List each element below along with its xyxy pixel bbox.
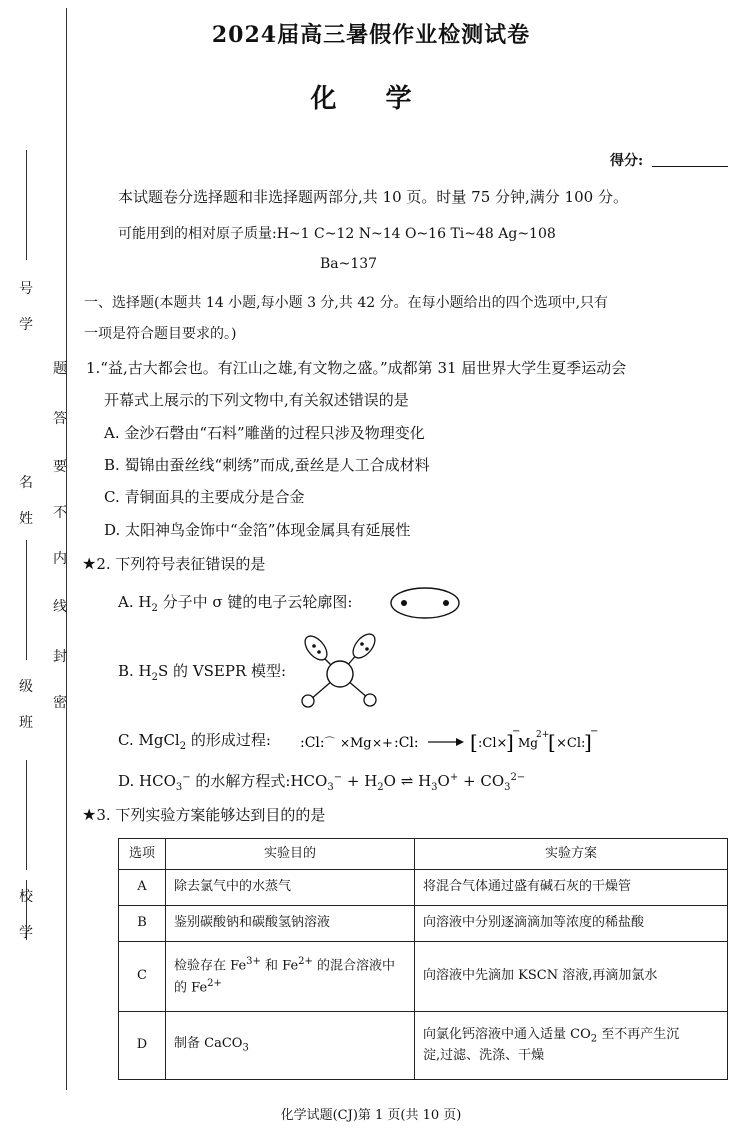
q2-d-text-6: + CO bbox=[458, 772, 505, 790]
text: 向氯化钙溶液中通入适量 CO bbox=[423, 1026, 591, 1042]
text: 制备 CaCO bbox=[174, 1035, 243, 1051]
q2-option-d bbox=[118, 772, 525, 794]
binding-line bbox=[66, 8, 67, 1090]
svg-text:−: − bbox=[590, 726, 599, 737]
sup: 2− bbox=[510, 772, 526, 783]
table-row bbox=[119, 942, 728, 1012]
svg-text::Cl×: :Cl× bbox=[478, 736, 508, 751]
section-heading: 一、选择题(本题共 14 小题,每小题 3 分,共 42 分。在每小题给出的四个选项中,只有 bbox=[84, 295, 609, 311]
q2-c-text: C. MgCl bbox=[118, 731, 180, 749]
sup: 3+ bbox=[246, 956, 261, 968]
text: 淀,过滤、洗涤、干燥 bbox=[423, 1047, 545, 1063]
q2-a-text-2: 分子中 σ 键的电子云轮廓图: bbox=[157, 593, 353, 611]
q1-option-c: C. 青铜面具的主要成分是合金 bbox=[104, 488, 305, 506]
q2-a-sub: 2 bbox=[151, 603, 158, 614]
header-purpose: 实验目的 bbox=[166, 839, 415, 870]
cell-purpose bbox=[166, 942, 415, 1012]
name-blank-line bbox=[26, 540, 27, 660]
svg-text:Mg: Mg bbox=[350, 736, 372, 751]
seal-char: 线 bbox=[53, 599, 67, 615]
exam-title: 2024届高三暑假作业检测试卷 bbox=[211, 22, 531, 48]
sub: 2 bbox=[590, 1033, 598, 1045]
q2-a-text: A. H bbox=[118, 593, 152, 611]
header-plan: 实验方案 bbox=[415, 839, 728, 870]
svg-text::Cl:: :Cl: bbox=[300, 735, 325, 751]
svg-text:×: × bbox=[372, 736, 383, 750]
text: 和 Fe bbox=[260, 958, 299, 974]
seal-char: 答 bbox=[53, 411, 67, 427]
table-row bbox=[119, 870, 728, 906]
sup: 2+ bbox=[207, 977, 222, 989]
q2-d-text: D. HCO bbox=[118, 772, 176, 790]
seal-char: 题 bbox=[53, 361, 67, 377]
cell-plan bbox=[415, 1012, 728, 1080]
sub: 2 bbox=[377, 782, 384, 793]
q2-c-text-2: 的形成过程: bbox=[186, 731, 271, 749]
q3-stem-text: 3. 下列实验方案能够达到目的的是 bbox=[96, 806, 326, 824]
seal-char: 密 bbox=[53, 695, 67, 711]
cell-plan: 向溶液中分别逐滴滴加等浓度的稀盐酸 bbox=[415, 906, 728, 942]
q2-option-c bbox=[118, 731, 271, 753]
q2-d-text-5: O bbox=[437, 772, 450, 790]
svg-text::Cl:: :Cl: bbox=[394, 735, 419, 751]
q2-d-text-4: O ⇌ H bbox=[383, 772, 432, 790]
cell-plan: 将混合气体通过盛有碱石灰的干燥管 bbox=[415, 870, 728, 906]
margin-label-char: 班 bbox=[19, 715, 33, 731]
table-header-row bbox=[119, 839, 728, 870]
q1-option-a: A. 金沙石磬由“石料”雕凿的过程只涉及物理变化 bbox=[104, 424, 425, 442]
q2-b-sub: 2 bbox=[151, 672, 159, 683]
q2-stem-text: 2. 下列符号表征错误的是 bbox=[96, 555, 266, 573]
sup: + bbox=[449, 772, 459, 783]
margin-label-char: 号 bbox=[19, 281, 33, 297]
margin-label-char: 校 bbox=[19, 889, 33, 905]
svg-text:]: ] bbox=[584, 730, 592, 754]
q1-option-b: B. 蜀锦由蚕丝线“刺绣”而成,蚕丝是人工合成材料 bbox=[104, 456, 430, 474]
q2-b-text: B. H bbox=[118, 662, 152, 680]
cell-plan: 向溶液中先滴加 KSCN 溶液,再滴加氯水 bbox=[415, 942, 728, 1012]
svg-text:×: × bbox=[340, 736, 351, 750]
table-row bbox=[119, 1012, 728, 1080]
sub: 3 bbox=[431, 782, 438, 793]
svg-text:×Cl:: ×Cl: bbox=[556, 736, 586, 751]
margin-label-char: 学 bbox=[19, 317, 33, 333]
svg-text:−: − bbox=[512, 726, 521, 737]
q1-stem-cont: 开幕式上展示的下列文物中,有关叙述错误的是 bbox=[104, 391, 409, 409]
q2-b-text-2: S 的 VSEPR 模型: bbox=[158, 662, 287, 680]
seal-char: 封 bbox=[53, 649, 67, 665]
margin-label-char: 级 bbox=[19, 679, 33, 695]
cell-purpose: 除去氯气中的水蒸气 bbox=[166, 870, 415, 906]
q1-stem: 1.“益,古大都会也。有江山之雄,有文物之盛。”成都第 31 届世界大学生夏季运动会 bbox=[86, 359, 627, 377]
cell-option: D bbox=[119, 1012, 166, 1080]
sup: − bbox=[333, 772, 343, 783]
score-blank bbox=[652, 166, 728, 167]
q3-table bbox=[118, 838, 728, 1080]
q2-c-sub: 2 bbox=[179, 741, 187, 752]
svg-text:]: ] bbox=[506, 730, 514, 754]
margin-label-char: 学 bbox=[19, 925, 33, 941]
text: 的 Fe bbox=[174, 979, 208, 995]
subject-title: 化 学 bbox=[310, 84, 432, 114]
svg-text:[: [ bbox=[470, 730, 478, 754]
header-option: 选项 bbox=[119, 839, 166, 870]
cell-option: B bbox=[119, 906, 166, 942]
sub: 3 bbox=[504, 782, 511, 793]
sup: − bbox=[182, 772, 191, 783]
table-row bbox=[119, 906, 728, 942]
atomic-mass-line-2: Ba~137 bbox=[320, 256, 378, 272]
svg-text:⌒: ⌒ bbox=[324, 736, 335, 749]
sup: 2+ bbox=[298, 956, 313, 968]
sub: 3 bbox=[327, 782, 334, 793]
cell-option: C bbox=[119, 942, 166, 1012]
seal-char: 内 bbox=[53, 551, 67, 567]
svg-text:[: [ bbox=[548, 730, 556, 754]
cell-option: A bbox=[119, 870, 166, 906]
class-blank-line bbox=[26, 760, 27, 870]
text: 的混合溶液中 bbox=[312, 958, 396, 974]
sub: 3 bbox=[175, 782, 183, 793]
student-id-blank-line bbox=[26, 150, 27, 260]
sub: 3 bbox=[242, 1042, 249, 1054]
text: 检验存在 Fe bbox=[174, 958, 247, 974]
q3-stem bbox=[82, 805, 325, 824]
cell-purpose bbox=[166, 1012, 415, 1080]
sigma-bond-electron-cloud-diagram bbox=[388, 586, 462, 620]
page-footer: 化学试题(CJ)第 1 页(共 10 页) bbox=[280, 1108, 462, 1123]
q2-option-b bbox=[118, 662, 286, 684]
q2-option-a bbox=[118, 593, 352, 615]
cell-purpose: 鉴别碳酸钠和碳酸氢钠溶液 bbox=[166, 906, 415, 942]
star-mark: ★ bbox=[82, 805, 97, 824]
text: 至不再产生沉 bbox=[597, 1026, 680, 1042]
q2-stem bbox=[82, 554, 265, 573]
margin-label-char: 名 bbox=[19, 475, 33, 491]
score-label: 得分: bbox=[610, 153, 644, 169]
mgcl2-formation-diagram bbox=[296, 722, 602, 760]
q1-option-d: D. 太阳神鸟金饰中“金箔”体现金属具有延展性 bbox=[104, 521, 411, 539]
seal-char: 要 bbox=[53, 459, 67, 475]
svg-text:2+: 2+ bbox=[536, 730, 550, 740]
q2-d-text-2: 的水解方程式:HCO bbox=[190, 772, 328, 790]
mg-ion-label: Mg bbox=[518, 736, 538, 750]
section-heading-cont: 一项是符合题目要求的。) bbox=[84, 326, 237, 342]
star-mark: ★ bbox=[82, 554, 97, 573]
margin-label-char: 姓 bbox=[19, 511, 33, 527]
q2-d-text-3: + H bbox=[342, 772, 378, 790]
vsepr-model-diagram bbox=[296, 630, 386, 712]
seal-char: 不 bbox=[53, 505, 67, 521]
svg-text:+: + bbox=[382, 736, 393, 751]
atomic-mass-line: 可能用到的相对原子质量:H~1 C~12 N~14 O~16 Ti~48 Ag~108 bbox=[118, 226, 556, 242]
intro-line: 本试题卷分选择题和非选择题两部分,共 10 页。时量 75 分钟,满分 100 分。 bbox=[118, 188, 628, 206]
